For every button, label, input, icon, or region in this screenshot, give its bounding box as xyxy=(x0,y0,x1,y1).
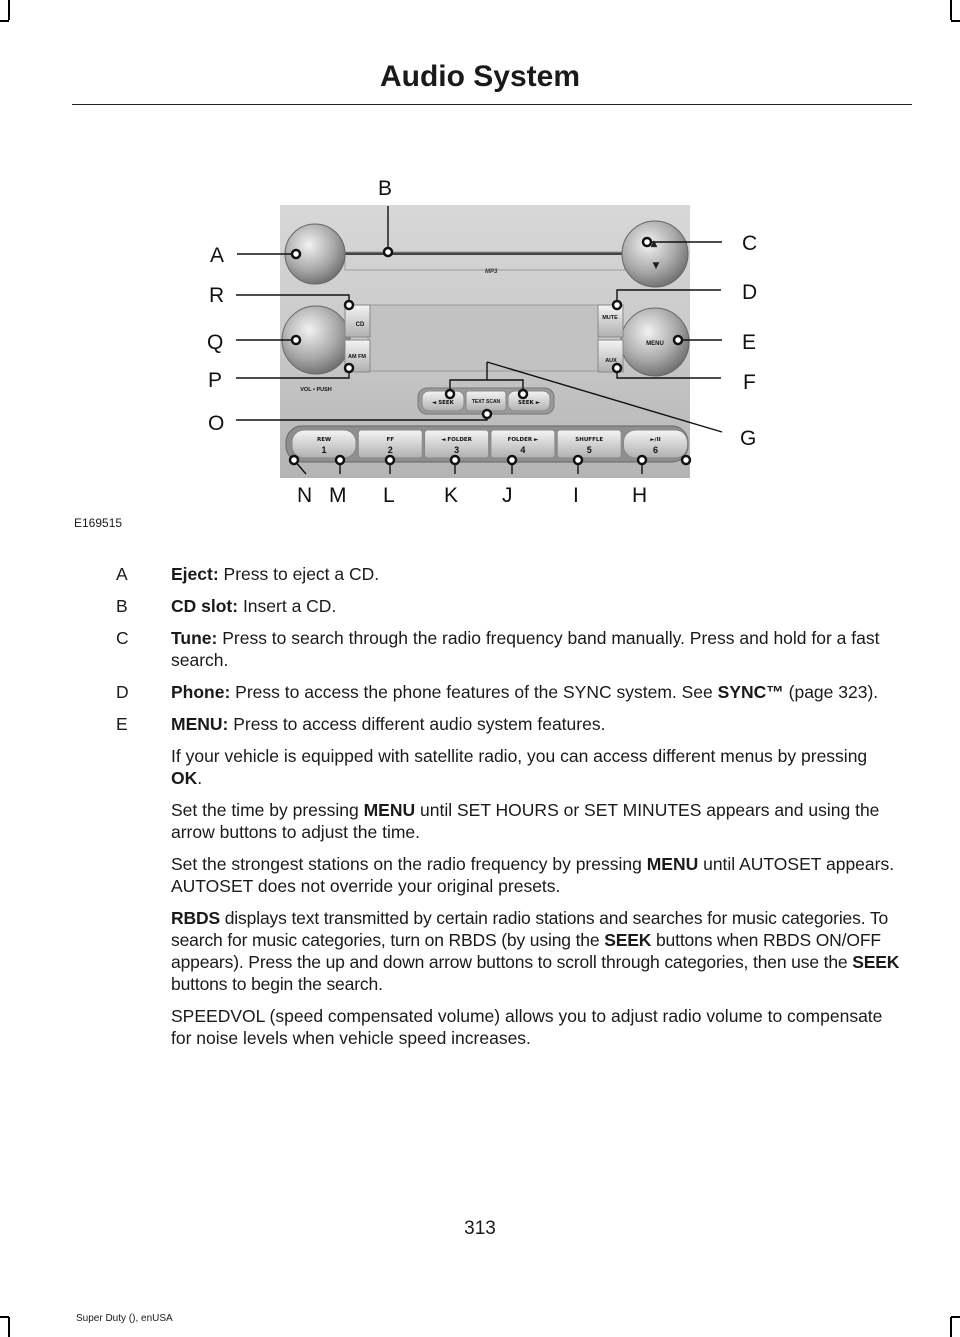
menu-paragraph-rbds: RBDS displays text transmitted by certain radio stations and searches for music categories. To search for music categories, turn on RBDS (by using the SEEK buttons when RBDS ON/OFF appears). Press the up and down arrow buttons to scroll through categories, then use the SEEK buttons to begin the search. xyxy=(171,908,900,994)
crop-mark xyxy=(0,1316,9,1318)
preset-number: 2 xyxy=(387,445,393,455)
svg-text:AM FM: AM FM xyxy=(347,354,367,360)
callout-g: G xyxy=(740,427,757,450)
callout-p: P xyxy=(208,369,223,392)
header-rule xyxy=(72,104,912,105)
preset-label: ►/II xyxy=(650,437,661,443)
item-term: Phone: xyxy=(171,682,231,702)
definition-item xyxy=(0,681,960,703)
item-letter: A xyxy=(116,564,128,584)
item-term: Tune: xyxy=(171,628,218,648)
preset-number: 3 xyxy=(454,445,460,455)
definition-item xyxy=(0,713,960,735)
definition-item xyxy=(0,627,960,671)
item-letter: D xyxy=(116,682,129,702)
callout-e: E xyxy=(742,331,757,354)
callout-h: H xyxy=(632,484,648,507)
preset-label: REW xyxy=(316,437,332,443)
menu-paragraph-autoset: Set the strongest stations on the radio frequency by pressing MENU until AUTOSET appears. AUTOSET does not override your original presets. xyxy=(171,854,895,896)
crop-mark xyxy=(0,20,9,22)
item-text: Press to access different audio system features. xyxy=(228,714,606,734)
definition-item xyxy=(0,563,960,585)
preset-label: SHUFFLE xyxy=(575,437,604,443)
item-text: Insert a CD. xyxy=(238,596,337,616)
menu-paragraph-time: Set the time by pressing MENU until SET HOURS or SET MINUTES appears and using the arrow buttons to adjust the time. xyxy=(171,800,880,842)
preset-label: FF xyxy=(386,437,395,443)
menu-paragraph-speedvol: SPEEDVOL (speed compensated volume) allows you to adjust radio volume to compensate for noise levels when vehicle speed increases. xyxy=(171,1006,883,1048)
callout-j: J xyxy=(502,484,513,507)
svg-text:SEEK ►: SEEK ► xyxy=(518,400,540,406)
crop-mark xyxy=(8,0,10,20)
menu-paragraph-satellite: If your vehicle is equipped with satellite radio, you can access different menus by pressing OK. xyxy=(171,746,868,788)
preset-label: FOLDER ► xyxy=(507,437,539,443)
callout-l: L xyxy=(383,484,395,507)
item-letter: E xyxy=(116,714,128,734)
svg-text:CD: CD xyxy=(355,322,365,328)
preset-number: 6 xyxy=(652,445,659,455)
callout-r: R xyxy=(209,284,225,307)
mute-button xyxy=(598,305,623,337)
item-letter: C xyxy=(116,628,129,648)
preset-number: 5 xyxy=(586,445,592,455)
preset-number: 4 xyxy=(520,445,526,455)
callout-d: D xyxy=(742,281,758,304)
callout-a: A xyxy=(210,244,225,267)
item-text: Press to access the phone features of the SYNC system. See xyxy=(230,682,718,702)
item-term: MENU: xyxy=(171,714,229,734)
page-number: 313 xyxy=(464,1218,496,1239)
callout-i: I xyxy=(573,484,579,507)
svg-text:TEXT SCAN: TEXT SCAN xyxy=(471,399,501,405)
item-letter: B xyxy=(116,596,128,616)
figure-id: E169515 xyxy=(74,516,123,530)
display-screen xyxy=(368,305,598,371)
svg-text:◄ SEEK: ◄ SEEK xyxy=(432,400,454,406)
item-term: Eject: xyxy=(171,564,219,584)
tune-knob xyxy=(622,221,688,287)
svg-text:MUTE: MUTE xyxy=(602,315,618,321)
callout-m: M xyxy=(329,484,347,507)
menu-label: MENU xyxy=(646,341,664,347)
vol-push-label: VOL • PUSH xyxy=(300,387,332,393)
crop-mark xyxy=(8,1317,10,1337)
footer-text: Super Duty (), enUSA xyxy=(76,1313,173,1324)
item-term: CD slot: xyxy=(171,596,239,616)
sync-reference[interactable]: SYNC™ xyxy=(717,682,784,702)
callout-c: C xyxy=(742,232,758,255)
callout-f: F xyxy=(743,371,756,394)
definitions-list xyxy=(0,563,960,1059)
item-text: Press to eject a CD. xyxy=(218,564,380,584)
preset-number: 1 xyxy=(321,445,327,455)
svg-text:▲: ▲ xyxy=(650,239,658,249)
crop-mark xyxy=(950,1317,952,1337)
mp3-logo: MP3 xyxy=(485,269,498,275)
callout-k: K xyxy=(444,484,459,507)
svg-text:▼: ▼ xyxy=(652,261,660,271)
crop-mark xyxy=(951,20,960,22)
callout-q: Q xyxy=(207,331,224,354)
page-reference: (page 323). xyxy=(783,682,879,702)
item-text: Press to search through the radio frequency band manually. Press and hold for a fast search. xyxy=(171,628,880,670)
crop-mark xyxy=(951,1316,960,1318)
audio-system-diagram xyxy=(0,160,960,540)
definition-item xyxy=(0,595,960,617)
preset-label: ◄ FOLDER xyxy=(441,437,472,443)
callout-b: B xyxy=(378,177,393,200)
crop-mark xyxy=(950,0,952,20)
svg-text:AUX: AUX xyxy=(605,358,617,364)
page-title: Audio System xyxy=(379,60,581,93)
callout-n: N xyxy=(297,484,313,507)
callout-o: O xyxy=(208,412,225,435)
